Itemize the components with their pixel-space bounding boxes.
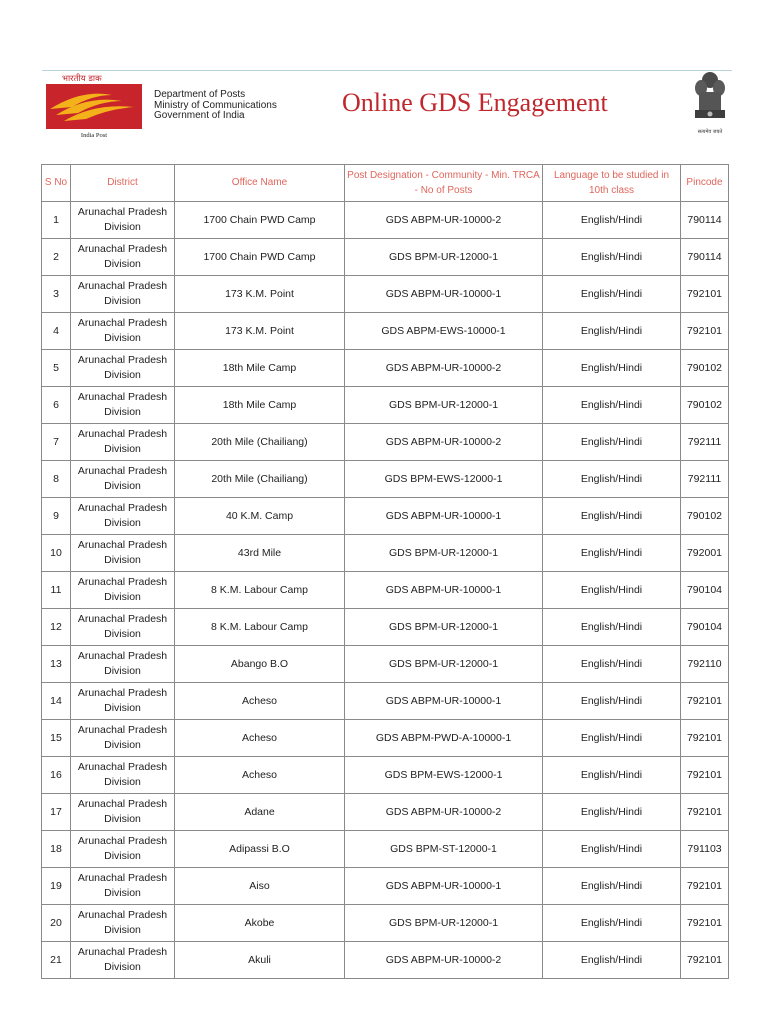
cell-pincode: 792101 — [681, 757, 729, 794]
cell-office: 1700 Chain PWD Camp — [175, 239, 345, 276]
cell-post: GDS ABPM-UR-10000-2 — [345, 794, 543, 831]
cell-office: 173 K.M. Point — [175, 313, 345, 350]
table-row — [42, 831, 729, 868]
logo-hindi-text: भारतीय डाक — [62, 74, 102, 84]
cell-pincode: 790102 — [681, 498, 729, 535]
dept-line: Ministry of Communications — [154, 99, 277, 111]
cell-post: GDS ABPM-UR-10000-1 — [345, 683, 543, 720]
cell-district: Arunachal Pradesh Division — [71, 572, 175, 609]
table-row — [42, 387, 729, 424]
cell-sno: 16 — [42, 757, 71, 794]
cell-office: 18th Mile Camp — [175, 387, 345, 424]
cell-district: Arunachal Pradesh Division — [71, 498, 175, 535]
col-header-office: Office Name — [175, 165, 345, 202]
cell-sno: 3 — [42, 276, 71, 313]
cell-sno: 19 — [42, 868, 71, 905]
cell-sno: 13 — [42, 646, 71, 683]
cell-office: Akobe — [175, 905, 345, 942]
cell-post: GDS BPM-ST-12000-1 — [345, 831, 543, 868]
cell-sno: 21 — [42, 942, 71, 979]
cell-language: English/Hindi — [543, 535, 681, 572]
table-row — [42, 498, 729, 535]
national-emblem — [690, 70, 730, 136]
cell-pincode: 790102 — [681, 350, 729, 387]
cell-pincode: 790104 — [681, 572, 729, 609]
cell-district: Arunachal Pradesh Division — [71, 683, 175, 720]
table-row — [42, 461, 729, 498]
cell-pincode: 790102 — [681, 387, 729, 424]
cell-language: English/Hindi — [543, 683, 681, 720]
cell-language: English/Hindi — [543, 831, 681, 868]
department-block — [154, 90, 277, 122]
cell-pincode: 792111 — [681, 461, 729, 498]
table-row — [42, 202, 729, 239]
cell-post: GDS ABPM-UR-10000-2 — [345, 350, 543, 387]
cell-sno: 10 — [42, 535, 71, 572]
table-row — [42, 683, 729, 720]
dept-line: Government of India — [154, 110, 245, 121]
page-title: Online GDS Engagement — [342, 88, 608, 117]
cell-office: 8 K.M. Labour Camp — [175, 609, 345, 646]
dept-line: Department of Posts — [154, 89, 246, 100]
cell-sno: 8 — [42, 461, 71, 498]
cell-language: English/Hindi — [543, 498, 681, 535]
cell-pincode: 792001 — [681, 535, 729, 572]
gds-table — [41, 164, 729, 979]
cell-pincode: 792101 — [681, 683, 729, 720]
cell-post: GDS BPM-EWS-12000-1 — [345, 757, 543, 794]
col-header-pincode: Pincode — [681, 165, 729, 202]
cell-office: Adipassi B.O — [175, 831, 345, 868]
cell-office: 43rd Mile — [175, 535, 345, 572]
emblem-caption: सत्यमेव जयते — [697, 129, 723, 135]
cell-sno: 12 — [42, 609, 71, 646]
cell-district: Arunachal Pradesh Division — [71, 276, 175, 313]
cell-sno: 6 — [42, 387, 71, 424]
cell-pincode: 792110 — [681, 646, 729, 683]
col-header-post: Post Designation - Community - Min. TRCA - No of Posts — [345, 165, 543, 202]
cell-pincode: 790114 — [681, 202, 729, 239]
table-row — [42, 535, 729, 572]
cell-pincode: 792111 — [681, 424, 729, 461]
cell-post: GDS ABPM-UR-10000-1 — [345, 276, 543, 313]
cell-pincode: 790114 — [681, 239, 729, 276]
cell-sno: 17 — [42, 794, 71, 831]
cell-sno: 1 — [42, 202, 71, 239]
cell-office: Acheso — [175, 720, 345, 757]
cell-language: English/Hindi — [543, 313, 681, 350]
cell-district: Arunachal Pradesh Division — [71, 757, 175, 794]
cell-sno: 14 — [42, 683, 71, 720]
cell-district: Arunachal Pradesh Division — [71, 535, 175, 572]
cell-sno: 15 — [42, 720, 71, 757]
cell-language: English/Hindi — [543, 239, 681, 276]
cell-district: Arunachal Pradesh Division — [71, 387, 175, 424]
cell-post: GDS BPM-EWS-12000-1 — [345, 461, 543, 498]
cell-language: English/Hindi — [543, 350, 681, 387]
table-row — [42, 720, 729, 757]
cell-office: 20th Mile (Chailiang) — [175, 461, 345, 498]
cell-post: GDS BPM-UR-12000-1 — [345, 387, 543, 424]
logo-caption: India Post — [80, 132, 108, 139]
cell-district: Arunachal Pradesh Division — [71, 868, 175, 905]
cell-sno: 9 — [42, 498, 71, 535]
cell-language: English/Hindi — [543, 720, 681, 757]
cell-post: GDS ABPM-UR-10000-2 — [345, 942, 543, 979]
cell-language: English/Hindi — [543, 757, 681, 794]
cell-pincode: 792101 — [681, 313, 729, 350]
cell-sno: 7 — [42, 424, 71, 461]
cell-office: Abango B.O — [175, 646, 345, 683]
cell-post: GDS ABPM-PWD-A-10000-1 — [345, 720, 543, 757]
cell-pincode: 792101 — [681, 905, 729, 942]
cell-district: Arunachal Pradesh Division — [71, 905, 175, 942]
cell-district: Arunachal Pradesh Division — [71, 461, 175, 498]
cell-post: GDS BPM-UR-12000-1 — [345, 905, 543, 942]
cell-post: GDS BPM-UR-12000-1 — [345, 239, 543, 276]
table-row — [42, 905, 729, 942]
cell-district: Arunachal Pradesh Division — [71, 942, 175, 979]
cell-post: GDS BPM-UR-12000-1 — [345, 609, 543, 646]
cell-pincode: 792101 — [681, 720, 729, 757]
cell-post: GDS ABPM-UR-10000-1 — [345, 868, 543, 905]
cell-office: Acheso — [175, 757, 345, 794]
table-row — [42, 313, 729, 350]
table-row — [42, 757, 729, 794]
cell-district: Arunachal Pradesh Division — [71, 609, 175, 646]
cell-district: Arunachal Pradesh Division — [71, 831, 175, 868]
cell-post: GDS BPM-UR-12000-1 — [345, 646, 543, 683]
col-header-language: Language to be studied in 10th class — [543, 165, 681, 202]
table-row — [42, 239, 729, 276]
table-row — [42, 942, 729, 979]
cell-office: 1700 Chain PWD Camp — [175, 202, 345, 239]
cell-pincode: 792101 — [681, 794, 729, 831]
table-row — [42, 572, 729, 609]
cell-language: English/Hindi — [543, 609, 681, 646]
cell-language: English/Hindi — [543, 646, 681, 683]
cell-district: Arunachal Pradesh Division — [71, 424, 175, 461]
cell-district: Arunachal Pradesh Division — [71, 794, 175, 831]
cell-office: 20th Mile (Chailiang) — [175, 424, 345, 461]
cell-sno: 18 — [42, 831, 71, 868]
cell-district: Arunachal Pradesh Division — [71, 720, 175, 757]
cell-office: Aiso — [175, 868, 345, 905]
cell-pincode: 791103 — [681, 831, 729, 868]
cell-office: Acheso — [175, 683, 345, 720]
cell-office: Akuli — [175, 942, 345, 979]
cell-district: Arunachal Pradesh Division — [71, 313, 175, 350]
table-row — [42, 609, 729, 646]
col-header-district: District — [71, 165, 175, 202]
india-post-logo — [42, 71, 148, 139]
cell-sno: 4 — [42, 313, 71, 350]
cell-sno: 2 — [42, 239, 71, 276]
cell-language: English/Hindi — [543, 276, 681, 313]
table-row — [42, 276, 729, 313]
cell-post: GDS ABPM-UR-10000-1 — [345, 572, 543, 609]
cell-sno: 11 — [42, 572, 71, 609]
cell-office: 173 K.M. Point — [175, 276, 345, 313]
table-row — [42, 350, 729, 387]
cell-district: Arunachal Pradesh Division — [71, 350, 175, 387]
cell-language: English/Hindi — [543, 387, 681, 424]
cell-sno: 5 — [42, 350, 71, 387]
cell-language: English/Hindi — [543, 905, 681, 942]
cell-post: GDS ABPM-UR-10000-2 — [345, 202, 543, 239]
cell-district: Arunachal Pradesh Division — [71, 646, 175, 683]
cell-pincode: 792101 — [681, 942, 729, 979]
cell-pincode: 792101 — [681, 868, 729, 905]
cell-post: GDS ABPM-UR-10000-2 — [345, 424, 543, 461]
cell-pincode: 790104 — [681, 609, 729, 646]
col-header-sno: S No — [42, 165, 71, 202]
cell-post: GDS ABPM-UR-10000-1 — [345, 498, 543, 535]
cell-district: Arunachal Pradesh Division — [71, 202, 175, 239]
cell-office: 40 K.M. Camp — [175, 498, 345, 535]
cell-sno: 20 — [42, 905, 71, 942]
cell-language: English/Hindi — [543, 461, 681, 498]
cell-language: English/Hindi — [543, 794, 681, 831]
cell-language: English/Hindi — [543, 202, 681, 239]
cell-office: Adane — [175, 794, 345, 831]
table-row — [42, 794, 729, 831]
cell-pincode: 792101 — [681, 276, 729, 313]
cell-language: English/Hindi — [543, 424, 681, 461]
cell-post: GDS BPM-UR-12000-1 — [345, 535, 543, 572]
table-row — [42, 868, 729, 905]
table-row — [42, 424, 729, 461]
cell-language: English/Hindi — [543, 868, 681, 905]
cell-post: GDS ABPM-EWS-10000-1 — [345, 313, 543, 350]
cell-language: English/Hindi — [543, 942, 681, 979]
table-header-row — [42, 165, 729, 202]
cell-district: Arunachal Pradesh Division — [71, 239, 175, 276]
cell-language: English/Hindi — [543, 572, 681, 609]
cell-office: 8 K.M. Labour Camp — [175, 572, 345, 609]
cell-office: 18th Mile Camp — [175, 350, 345, 387]
table-row — [42, 646, 729, 683]
